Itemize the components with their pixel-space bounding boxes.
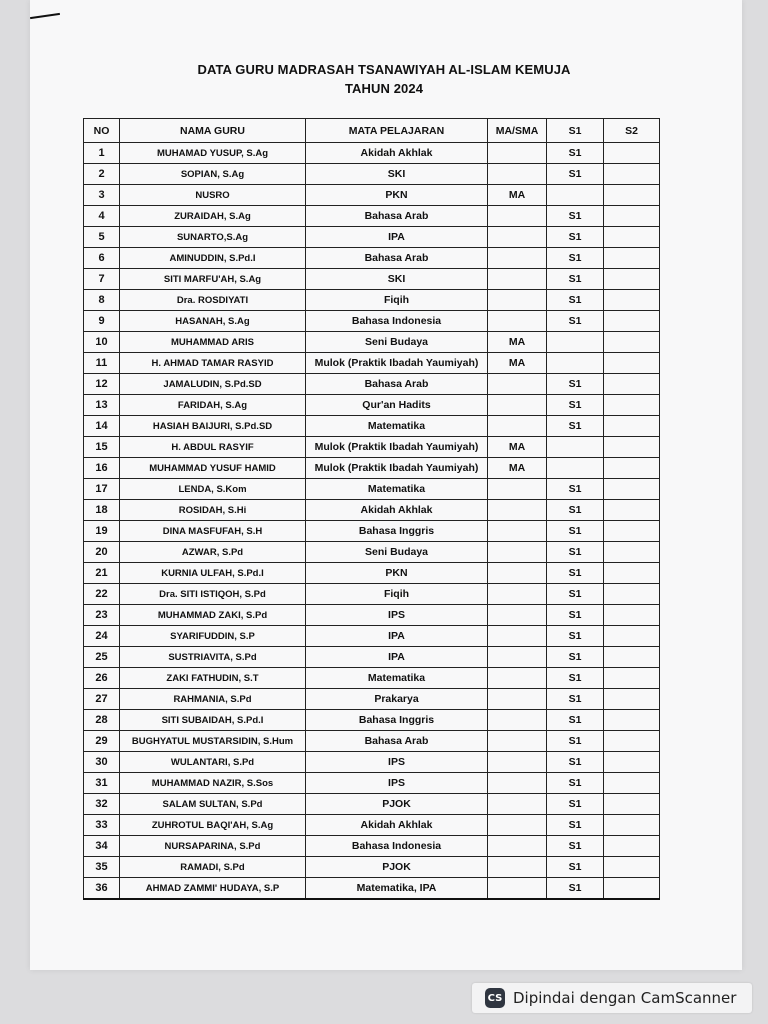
cell-mata-pelajaran: IPA — [306, 647, 488, 668]
cell-mata-pelajaran: PJOK — [306, 794, 488, 815]
cell-s2 — [604, 752, 660, 773]
table-row — [84, 311, 660, 332]
cell-mata-pelajaran: SKI — [306, 164, 488, 185]
cell-mata-pelajaran: Akidah Akhlak — [306, 815, 488, 836]
cell-ma-sma — [488, 269, 547, 290]
cell-nama-guru: ZAKI FATHUDIN, S.T — [120, 668, 306, 689]
cell-ma-sma — [488, 731, 547, 752]
cell-s2 — [604, 773, 660, 794]
cell-ma-sma — [488, 836, 547, 857]
table-row — [84, 773, 660, 794]
table-row — [84, 752, 660, 773]
table-row — [84, 143, 660, 164]
table-header-row — [84, 119, 660, 143]
cell-no: 24 — [84, 626, 120, 647]
cell-nama-guru: H. ABDUL RASYIF — [120, 437, 306, 458]
cell-nama-guru: AHMAD ZAMMI' HUDAYA, S.P — [120, 878, 306, 900]
cell-no: 36 — [84, 878, 120, 900]
cell-mata-pelajaran: Mulok (Praktik Ibadah Yaumiyah) — [306, 458, 488, 479]
cell-s1: S1 — [547, 668, 604, 689]
table-row — [84, 794, 660, 815]
cell-s1: S1 — [547, 752, 604, 773]
cell-ma-sma — [488, 668, 547, 689]
cell-s1: S1 — [547, 290, 604, 311]
cell-no: 8 — [84, 290, 120, 311]
cell-s1: S1 — [547, 374, 604, 395]
cell-mata-pelajaran: Fiqih — [306, 584, 488, 605]
cell-mata-pelajaran: Seni Budaya — [306, 542, 488, 563]
cell-ma-sma — [488, 164, 547, 185]
table-row — [84, 815, 660, 836]
cell-s2 — [604, 374, 660, 395]
table-row — [84, 731, 660, 752]
cell-mata-pelajaran: PKN — [306, 563, 488, 584]
cell-nama-guru: DINA MASFUFAH, S.H — [120, 521, 306, 542]
cell-nama-guru: NURSAPARINA, S.Pd — [120, 836, 306, 857]
cell-mata-pelajaran: Mulok (Praktik Ibadah Yaumiyah) — [306, 353, 488, 374]
cell-s2 — [604, 584, 660, 605]
cell-s1: S1 — [547, 206, 604, 227]
cell-s2 — [604, 290, 660, 311]
table-row — [84, 227, 660, 248]
cell-nama-guru: SITI MARFU'AH, S.Ag — [120, 269, 306, 290]
cell-s1: S1 — [547, 143, 604, 164]
table-body — [84, 143, 660, 900]
cell-ma-sma — [488, 689, 547, 710]
cell-s1: S1 — [547, 773, 604, 794]
cell-mata-pelajaran: IPS — [306, 752, 488, 773]
cell-nama-guru: SITI SUBAIDAH, S.Pd.I — [120, 710, 306, 731]
cell-s2 — [604, 332, 660, 353]
cell-nama-guru: AZWAR, S.Pd — [120, 542, 306, 563]
cell-s2 — [604, 521, 660, 542]
teacher-table — [83, 118, 660, 900]
cell-nama-guru: MUHAMMAD NAZIR, S.Sos — [120, 773, 306, 794]
table-row — [84, 836, 660, 857]
cell-no: 30 — [84, 752, 120, 773]
camscanner-text: Dipindai dengan CamScanner — [513, 989, 737, 1007]
cell-ma-sma — [488, 605, 547, 626]
cell-s2 — [604, 794, 660, 815]
cell-no: 17 — [84, 479, 120, 500]
cell-mata-pelajaran: Matematika — [306, 479, 488, 500]
cell-no: 34 — [84, 836, 120, 857]
cell-mata-pelajaran: Fiqih — [306, 290, 488, 311]
cell-no: 5 — [84, 227, 120, 248]
cell-no: 31 — [84, 773, 120, 794]
cell-no: 33 — [84, 815, 120, 836]
cell-s2 — [604, 395, 660, 416]
cell-ma-sma: MA — [488, 332, 547, 353]
cell-no: 32 — [84, 794, 120, 815]
cell-s2 — [604, 311, 660, 332]
cell-nama-guru: SOPIAN, S.Ag — [120, 164, 306, 185]
cell-no: 16 — [84, 458, 120, 479]
header-s2: S2 — [604, 119, 660, 143]
table-row — [84, 521, 660, 542]
cell-ma-sma — [488, 563, 547, 584]
cell-ma-sma — [488, 395, 547, 416]
cell-no: 14 — [84, 416, 120, 437]
cell-mata-pelajaran: IPS — [306, 605, 488, 626]
table-row — [84, 563, 660, 584]
table-row — [84, 185, 660, 206]
cell-s2 — [604, 353, 660, 374]
cell-no: 27 — [84, 689, 120, 710]
cell-no: 18 — [84, 500, 120, 521]
cell-mata-pelajaran: Matematika, IPA — [306, 878, 488, 900]
camscanner-logo-icon: CS — [485, 988, 505, 1008]
cell-nama-guru: BUGHYATUL MUSTARSIDIN, S.Hum — [120, 731, 306, 752]
cell-mata-pelajaran: Bahasa Inggris — [306, 710, 488, 731]
cell-s1: S1 — [547, 815, 604, 836]
cell-mata-pelajaran: Bahasa Arab — [306, 248, 488, 269]
cell-no: 2 — [84, 164, 120, 185]
cell-ma-sma — [488, 500, 547, 521]
cell-s2 — [604, 710, 660, 731]
table-row — [84, 437, 660, 458]
cell-nama-guru: AMINUDDIN, S.Pd.I — [120, 248, 306, 269]
cell-no: 10 — [84, 332, 120, 353]
cell-nama-guru: Dra. SITI ISTIQOH, S.Pd — [120, 584, 306, 605]
cell-s2 — [604, 605, 660, 626]
cell-s1: S1 — [547, 479, 604, 500]
table-row — [84, 626, 660, 647]
cell-mata-pelajaran: PKN — [306, 185, 488, 206]
cell-s2 — [604, 731, 660, 752]
table-row — [84, 395, 660, 416]
cell-nama-guru: FARIDAH, S.Ag — [120, 395, 306, 416]
cell-ma-sma — [488, 416, 547, 437]
table-row — [84, 248, 660, 269]
cell-s1: S1 — [547, 647, 604, 668]
cell-mata-pelajaran: Bahasa Indonesia — [306, 836, 488, 857]
cell-s1: S1 — [547, 521, 604, 542]
cell-nama-guru: HASANAH, S.Ag — [120, 311, 306, 332]
cell-ma-sma — [488, 647, 547, 668]
cell-s1: S1 — [547, 710, 604, 731]
cell-s2 — [604, 647, 660, 668]
cell-no: 6 — [84, 248, 120, 269]
cell-ma-sma — [488, 815, 547, 836]
cell-nama-guru: RAHMANIA, S.Pd — [120, 689, 306, 710]
cell-nama-guru: H. AHMAD TAMAR RASYID — [120, 353, 306, 374]
cell-nama-guru: MUHAMMAD ZAKI, S.Pd — [120, 605, 306, 626]
cell-s2 — [604, 626, 660, 647]
cell-s1: S1 — [547, 836, 604, 857]
cell-s1: S1 — [547, 689, 604, 710]
cell-no: 29 — [84, 731, 120, 752]
cell-s2 — [604, 815, 660, 836]
table-row — [84, 857, 660, 878]
cell-no: 23 — [84, 605, 120, 626]
cell-mata-pelajaran: Bahasa Arab — [306, 374, 488, 395]
cell-ma-sma: MA — [488, 458, 547, 479]
cell-s1: S1 — [547, 227, 604, 248]
cell-mata-pelajaran: IPA — [306, 626, 488, 647]
cell-s1: S1 — [547, 794, 604, 815]
cell-nama-guru: RAMADI, S.Pd — [120, 857, 306, 878]
cell-mata-pelajaran: Mulok (Praktik Ibadah Yaumiyah) — [306, 437, 488, 458]
cell-s2 — [604, 227, 660, 248]
table-row — [84, 374, 660, 395]
header-no: NO — [84, 119, 120, 143]
cell-ma-sma — [488, 710, 547, 731]
cell-nama-guru: HASIAH BAIJURI, S.Pd.SD — [120, 416, 306, 437]
cell-s1 — [547, 437, 604, 458]
table-row — [84, 353, 660, 374]
cell-ma-sma — [488, 794, 547, 815]
cell-nama-guru: SYARIFUDDIN, S.P — [120, 626, 306, 647]
table-row — [84, 647, 660, 668]
cell-ma-sma — [488, 479, 547, 500]
cell-s2 — [604, 857, 660, 878]
cell-s2 — [604, 458, 660, 479]
cell-nama-guru: Dra. ROSDIYATI — [120, 290, 306, 311]
table-row — [84, 710, 660, 731]
cell-nama-guru: MUHAMMAD YUSUF HAMID — [120, 458, 306, 479]
camscanner-watermark — [472, 983, 752, 1013]
cell-no: 35 — [84, 857, 120, 878]
header-nama-guru: NAMA GURU — [120, 119, 306, 143]
cell-no: 9 — [84, 311, 120, 332]
cell-nama-guru: SALAM SULTAN, S.Pd — [120, 794, 306, 815]
table-row — [84, 605, 660, 626]
cell-mata-pelajaran: Qur'an Hadits — [306, 395, 488, 416]
cell-ma-sma — [488, 626, 547, 647]
cell-s2 — [604, 563, 660, 584]
table-row — [84, 290, 660, 311]
cell-mata-pelajaran: Akidah Akhlak — [306, 500, 488, 521]
cell-mata-pelajaran: Bahasa Arab — [306, 206, 488, 227]
table-row — [84, 206, 660, 227]
cell-mata-pelajaran: Seni Budaya — [306, 332, 488, 353]
cell-nama-guru: ROSIDAH, S.Hi — [120, 500, 306, 521]
cell-no: 20 — [84, 542, 120, 563]
cell-nama-guru: NUSRO — [120, 185, 306, 206]
cell-nama-guru: MUHAMAD YUSUP, S.Ag — [120, 143, 306, 164]
cell-ma-sma — [488, 206, 547, 227]
document-title: DATA GURU MADRASAH TSANAWIYAH AL-ISLAM KEMUJA — [197, 62, 571, 77]
header-ma-sma: MA/SMA — [488, 119, 547, 143]
cell-ma-sma — [488, 290, 547, 311]
cell-nama-guru: ZUHROTUL BAQI'AH, S.Ag — [120, 815, 306, 836]
cell-s2 — [604, 185, 660, 206]
cell-s2 — [604, 164, 660, 185]
cell-no: 22 — [84, 584, 120, 605]
cell-no: 4 — [84, 206, 120, 227]
cell-nama-guru: SUSTRIAVITA, S.Pd — [120, 647, 306, 668]
cell-ma-sma — [488, 143, 547, 164]
cell-s2 — [604, 479, 660, 500]
cell-s1: S1 — [547, 269, 604, 290]
cell-s2 — [604, 668, 660, 689]
cell-no: 13 — [84, 395, 120, 416]
cell-mata-pelajaran: Bahasa Indonesia — [306, 311, 488, 332]
cell-s2 — [604, 878, 660, 900]
cell-mata-pelajaran: Bahasa Arab — [306, 731, 488, 752]
cell-no: 28 — [84, 710, 120, 731]
cell-nama-guru: WULANTARI, S.Pd — [120, 752, 306, 773]
cell-s2 — [604, 206, 660, 227]
cell-s2 — [604, 143, 660, 164]
cell-ma-sma — [488, 878, 547, 900]
cell-s1 — [547, 458, 604, 479]
cell-no: 21 — [84, 563, 120, 584]
header-mata-pelajaran: MATA PELAJARAN — [306, 119, 488, 143]
cell-s1: S1 — [547, 164, 604, 185]
cell-s1: S1 — [547, 248, 604, 269]
cell-mata-pelajaran: Akidah Akhlak — [306, 143, 488, 164]
cell-ma-sma — [488, 311, 547, 332]
cell-s1: S1 — [547, 395, 604, 416]
cell-s2 — [604, 836, 660, 857]
cell-ma-sma — [488, 584, 547, 605]
cell-s2 — [604, 437, 660, 458]
table-row — [84, 332, 660, 353]
cell-s1: S1 — [547, 311, 604, 332]
cell-ma-sma — [488, 521, 547, 542]
cell-s1: S1 — [547, 731, 604, 752]
cell-s2 — [604, 542, 660, 563]
cell-s1: S1 — [547, 542, 604, 563]
cell-no: 19 — [84, 521, 120, 542]
cell-mata-pelajaran: Prakarya — [306, 689, 488, 710]
cell-ma-sma — [488, 374, 547, 395]
cell-s1: S1 — [547, 416, 604, 437]
table-row — [84, 479, 660, 500]
cell-s2 — [604, 269, 660, 290]
cell-no: 11 — [84, 353, 120, 374]
cell-no: 15 — [84, 437, 120, 458]
cell-ma-sma — [488, 542, 547, 563]
cell-s1 — [547, 353, 604, 374]
cell-mata-pelajaran: IPA — [306, 227, 488, 248]
table-row — [84, 542, 660, 563]
cell-ma-sma — [488, 752, 547, 773]
cell-nama-guru: KURNIA ULFAH, S.Pd.I — [120, 563, 306, 584]
table-row — [84, 458, 660, 479]
cell-mata-pelajaran: Bahasa Inggris — [306, 521, 488, 542]
cell-mata-pelajaran: IPS — [306, 773, 488, 794]
cell-no: 26 — [84, 668, 120, 689]
cell-s1 — [547, 185, 604, 206]
cell-s1 — [547, 332, 604, 353]
cell-s1: S1 — [547, 563, 604, 584]
table-row — [84, 416, 660, 437]
cell-no: 1 — [84, 143, 120, 164]
cell-nama-guru: ZURAIDAH, S.Ag — [120, 206, 306, 227]
table-row — [84, 269, 660, 290]
cell-s2 — [604, 689, 660, 710]
cell-s2 — [604, 248, 660, 269]
cell-mata-pelajaran: Matematika — [306, 668, 488, 689]
cell-no: 25 — [84, 647, 120, 668]
header-s1: S1 — [547, 119, 604, 143]
cell-ma-sma — [488, 857, 547, 878]
table-row — [84, 689, 660, 710]
cell-mata-pelajaran: Matematika — [306, 416, 488, 437]
table-row — [84, 584, 660, 605]
cell-s1: S1 — [547, 878, 604, 900]
table-row — [84, 668, 660, 689]
cell-nama-guru: JAMALUDIN, S.Pd.SD — [120, 374, 306, 395]
cell-ma-sma — [488, 227, 547, 248]
cell-s2 — [604, 500, 660, 521]
cell-ma-sma — [488, 773, 547, 794]
table-row — [84, 164, 660, 185]
cell-mata-pelajaran: SKI — [306, 269, 488, 290]
cell-ma-sma: MA — [488, 353, 547, 374]
cell-ma-sma: MA — [488, 185, 547, 206]
cell-s1: S1 — [547, 500, 604, 521]
cell-ma-sma — [488, 248, 547, 269]
cell-s1: S1 — [547, 626, 604, 647]
table-row — [84, 878, 660, 900]
cell-nama-guru: MUHAMMAD ARIS — [120, 332, 306, 353]
cell-mata-pelajaran: PJOK — [306, 857, 488, 878]
cell-s1: S1 — [547, 857, 604, 878]
cell-no: 3 — [84, 185, 120, 206]
cell-ma-sma: MA — [488, 437, 547, 458]
cell-no: 12 — [84, 374, 120, 395]
cell-s1: S1 — [547, 605, 604, 626]
cell-s2 — [604, 416, 660, 437]
cell-nama-guru: SUNARTO,S.Ag — [120, 227, 306, 248]
cell-nama-guru: LENDA, S.Kom — [120, 479, 306, 500]
cell-no: 7 — [84, 269, 120, 290]
cell-s1: S1 — [547, 584, 604, 605]
document-year: TAHUN 2024 — [344, 81, 424, 96]
table-row — [84, 500, 660, 521]
